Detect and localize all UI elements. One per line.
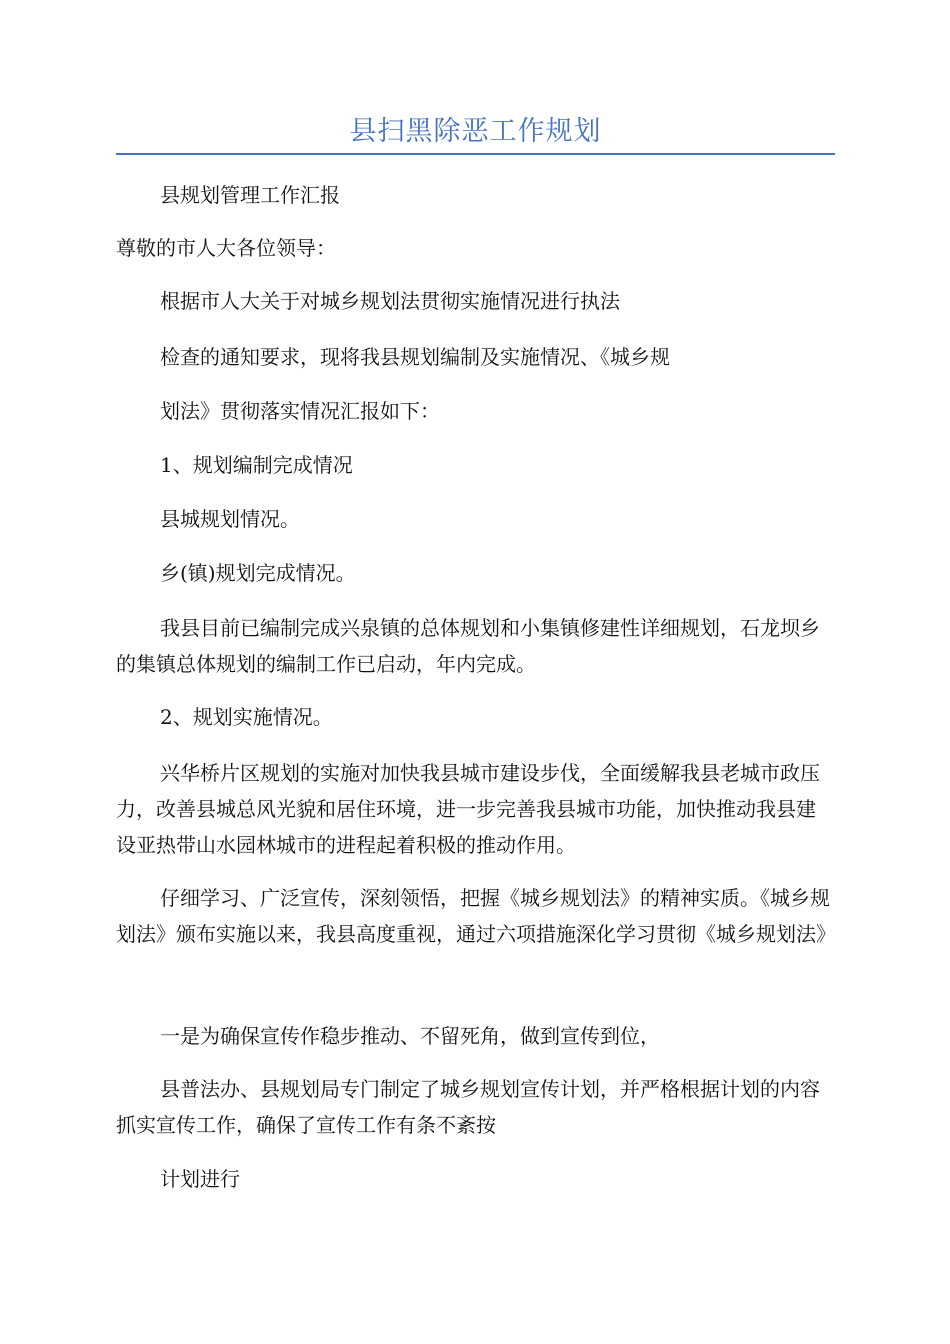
paragraph: 计划进行 xyxy=(160,1167,240,1191)
paragraph: 县普法办、县规划局专门制定了城乡规划宣传计划，并严格根据计划的内容抓实宣传工作，确保了宣传工作有条不紊按 xyxy=(116,1077,820,1137)
paragraph: 县规划管理工作汇报 xyxy=(160,183,340,207)
paragraph: 尊敬的市人大各位领导： xyxy=(116,236,336,260)
paragraph: 1、规划编制完成情况 xyxy=(160,453,353,477)
paragraph: 我县目前已编制完成兴泉镇的总体规划和小集镇修建性详细规划，石龙坝乡的集镇总体规划的编制工作已启动，年内完成。 xyxy=(116,616,820,676)
paragraph: 2、规划实施情况。 xyxy=(160,705,333,729)
paragraph: 划法》贯彻落实情况汇报如下： xyxy=(160,399,440,423)
document-title: 县扫黑除恶工作规划 xyxy=(349,116,602,147)
paragraph: 乡(镇)规划完成情况。 xyxy=(160,561,356,585)
paragraph: 县城规划情况。 xyxy=(160,507,300,531)
paragraph: 根据市人大关于对城乡规划法贯彻实施情况进行执法 xyxy=(160,289,620,313)
paragraph: 检查的通知要求，现将我县规划编制及实施情况、《城乡规 xyxy=(160,345,670,369)
title-underline xyxy=(116,153,835,155)
paragraph: 仔细学习、广泛宣传，深刻领悟，把握《城乡规划法》的精神实质。《城乡规划法》颁布实施以来，我县高度重视，通过六项措施深化学习贯彻《城乡规划法》 xyxy=(116,886,836,946)
paragraph: 兴华桥片区规划的实施对加快我县城市建设步伐，全面缓解我县老城市政压力，改善县城总风光貌和居住环境，进一步完善我县城市功能，加快推动我县建设亚热带山水园林城市的进程起着积极的推动作用。 xyxy=(116,761,820,857)
paragraph: 一是为确保宣传作稳步推动、不留死角，做到宣传到位， xyxy=(160,1024,660,1048)
